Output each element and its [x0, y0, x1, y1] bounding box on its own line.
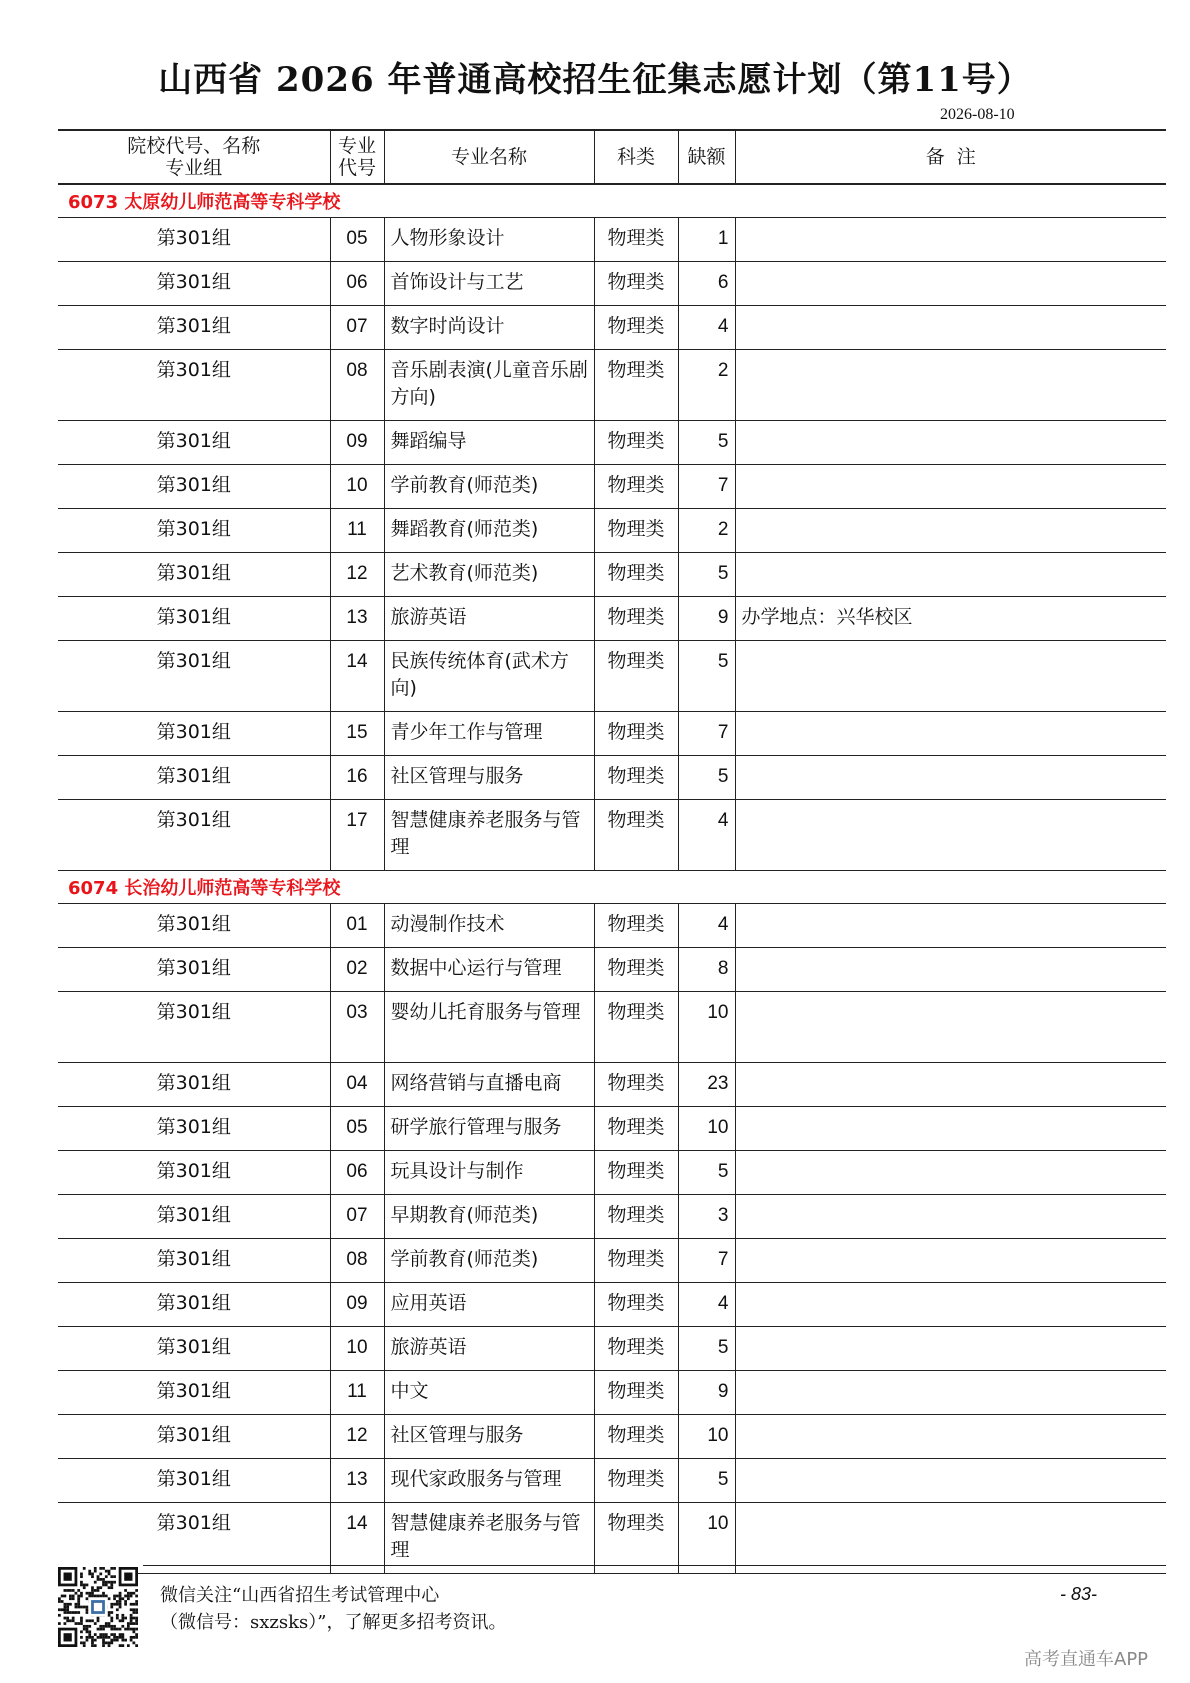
major-name-cell: 动漫制作技术	[384, 904, 594, 948]
remark-cell	[735, 1327, 1166, 1371]
quota-cell: 5	[678, 1327, 735, 1371]
major-code-cell: 10	[330, 465, 384, 509]
remark-cell	[735, 904, 1166, 948]
category-cell: 物理类	[594, 262, 678, 306]
table-row	[58, 465, 1166, 509]
remark-cell	[735, 218, 1166, 262]
remark-cell	[735, 350, 1166, 421]
group-cell: 第301组	[58, 904, 330, 948]
group-cell: 第301组	[58, 1459, 330, 1503]
publish-date: 2026-08-10	[940, 106, 1015, 123]
table-row	[58, 1151, 1166, 1195]
table-row	[58, 1107, 1166, 1151]
remark-cell	[735, 641, 1166, 712]
major-code-cell: 11	[330, 509, 384, 553]
category-cell: 物理类	[594, 1107, 678, 1151]
major-name-cell: 人物形象设计	[384, 218, 594, 262]
table-row	[58, 1503, 1166, 1574]
group-cell: 第301组	[58, 306, 330, 350]
remark-cell	[735, 1063, 1166, 1107]
group-cell: 第301组	[58, 553, 330, 597]
group-cell: 第301组	[58, 1415, 330, 1459]
major-name-cell: 青少年工作与管理	[384, 712, 594, 756]
remark-cell	[735, 509, 1166, 553]
table-row	[58, 218, 1166, 262]
remark-cell	[735, 421, 1166, 465]
remark-cell	[735, 948, 1166, 992]
major-code-cell: 13	[330, 597, 384, 641]
major-name-cell: 首饰设计与工艺	[384, 262, 594, 306]
category-cell: 物理类	[594, 1371, 678, 1415]
quota-cell: 10	[678, 992, 735, 1063]
major-name-cell: 舞蹈教育(师范类)	[384, 509, 594, 553]
remark-cell	[735, 800, 1166, 871]
header-major-code: 专业 代号	[330, 130, 384, 184]
group-cell: 第301组	[58, 992, 330, 1063]
watermark: 高考直通车APP	[1024, 1649, 1149, 1670]
major-code-cell: 13	[330, 1459, 384, 1503]
table-row	[58, 306, 1166, 350]
major-name-cell: 音乐剧表演(儿童音乐剧方向)	[384, 350, 594, 421]
major-code-cell: 10	[330, 1327, 384, 1371]
table-row	[58, 1327, 1166, 1371]
major-code-cell: 08	[330, 350, 384, 421]
quota-cell: 23	[678, 1063, 735, 1107]
quota-cell: 8	[678, 948, 735, 992]
major-name-cell: 婴幼儿托育服务与管理	[384, 992, 594, 1063]
table-row	[58, 421, 1166, 465]
quota-cell: 10	[678, 1107, 735, 1151]
group-cell: 第301组	[58, 350, 330, 421]
quota-cell: 5	[678, 641, 735, 712]
major-name-cell: 中文	[384, 1371, 594, 1415]
table-row	[58, 641, 1166, 712]
qr-code-icon	[58, 1567, 138, 1647]
group-cell: 第301组	[58, 800, 330, 871]
quota-cell: 4	[678, 306, 735, 350]
major-name-cell: 研学旅行管理与服务	[384, 1107, 594, 1151]
remark-cell	[735, 1151, 1166, 1195]
quota-cell: 2	[678, 350, 735, 421]
major-code-cell: 08	[330, 1239, 384, 1283]
category-cell: 物理类	[594, 948, 678, 992]
major-name-cell: 学前教育(师范类)	[384, 1239, 594, 1283]
table-row	[58, 262, 1166, 306]
major-code-cell: 06	[330, 262, 384, 306]
group-cell: 第301组	[58, 641, 330, 712]
major-code-cell: 07	[330, 306, 384, 350]
table-row	[58, 1459, 1166, 1503]
quota-cell: 5	[678, 756, 735, 800]
category-cell: 物理类	[594, 992, 678, 1063]
major-name-cell: 旅游英语	[384, 597, 594, 641]
school-row	[58, 871, 1166, 904]
category-cell: 物理类	[594, 756, 678, 800]
remark-cell	[735, 992, 1166, 1063]
major-code-cell: 02	[330, 948, 384, 992]
header-remarks: 备 注	[735, 130, 1166, 184]
major-code-cell: 05	[330, 218, 384, 262]
enrollment-plan-table	[58, 129, 1166, 1574]
group-cell: 第301组	[58, 1151, 330, 1195]
quota-cell: 5	[678, 1459, 735, 1503]
group-cell: 第301组	[58, 948, 330, 992]
major-code-cell: 06	[330, 1151, 384, 1195]
group-cell: 第301组	[58, 1371, 330, 1415]
group-cell: 第301组	[58, 509, 330, 553]
category-cell: 物理类	[594, 641, 678, 712]
group-cell: 第301组	[58, 1327, 330, 1371]
group-cell: 第301组	[58, 1239, 330, 1283]
group-cell: 第301组	[58, 218, 330, 262]
category-cell: 物理类	[594, 904, 678, 948]
table-row	[58, 1239, 1166, 1283]
major-name-cell: 现代家政服务与管理	[384, 1459, 594, 1503]
major-name-cell: 智慧健康养老服务与管理	[384, 800, 594, 871]
major-code-cell: 07	[330, 1195, 384, 1239]
group-cell: 第301组	[58, 421, 330, 465]
remark-cell	[735, 1415, 1166, 1459]
table-row	[58, 948, 1166, 992]
table-row	[58, 597, 1166, 641]
major-code-cell: 14	[330, 1503, 384, 1574]
page-number: - 83-	[1060, 1584, 1098, 1604]
remark-cell	[735, 306, 1166, 350]
major-code-cell: 04	[330, 1063, 384, 1107]
group-cell: 第301组	[58, 712, 330, 756]
table-row	[58, 1415, 1166, 1459]
remark-cell	[735, 553, 1166, 597]
footer-divider	[143, 1565, 1166, 1566]
quota-cell: 4	[678, 904, 735, 948]
remark-cell	[735, 1239, 1166, 1283]
header-school-group: 院校代号、名称 专业组	[58, 130, 330, 184]
category-cell: 物理类	[594, 306, 678, 350]
footer-line-1: 微信关注“山西省招生考试管理中心	[160, 1585, 440, 1606]
quota-cell: 10	[678, 1503, 735, 1574]
table-row	[58, 1283, 1166, 1327]
table-row	[58, 904, 1166, 948]
major-name-cell: 社区管理与服务	[384, 1415, 594, 1459]
major-code-cell: 03	[330, 992, 384, 1063]
group-cell: 第301组	[58, 465, 330, 509]
header-category: 科类	[594, 130, 678, 184]
quota-cell: 3	[678, 1195, 735, 1239]
quota-cell: 6	[678, 262, 735, 306]
header-quota: 缺额	[678, 130, 735, 184]
header-major-name: 专业名称	[384, 130, 594, 184]
quota-cell: 7	[678, 712, 735, 756]
group-cell: 第301组	[58, 262, 330, 306]
major-code-cell: 15	[330, 712, 384, 756]
remark-cell: 办学地点：兴华校区	[735, 597, 1166, 641]
page-title: 山西省 2026 年普通高校招生征集志愿计划（第11号）	[158, 60, 1032, 100]
major-name-cell: 玩具设计与制作	[384, 1151, 594, 1195]
table-row	[58, 350, 1166, 421]
school-row	[58, 184, 1166, 218]
category-cell: 物理类	[594, 218, 678, 262]
group-cell: 第301组	[58, 1195, 330, 1239]
quota-cell: 2	[678, 509, 735, 553]
group-cell: 第301组	[58, 1503, 330, 1574]
major-name-cell: 应用英语	[384, 1283, 594, 1327]
category-cell: 物理类	[594, 1195, 678, 1239]
major-name-cell: 民族传统体育(武术方向)	[384, 641, 594, 712]
remark-cell	[735, 1283, 1166, 1327]
remark-cell	[735, 1195, 1166, 1239]
category-cell: 物理类	[594, 1459, 678, 1503]
table-row	[58, 1195, 1166, 1239]
major-code-cell: 01	[330, 904, 384, 948]
major-code-cell: 09	[330, 421, 384, 465]
major-code-cell: 09	[330, 1283, 384, 1327]
group-cell: 第301组	[58, 1283, 330, 1327]
footer-line-2: （微信号：sxzsks）”，了解更多招考资讯。	[160, 1612, 507, 1633]
major-name-cell: 舞蹈编导	[384, 421, 594, 465]
group-cell: 第301组	[58, 1107, 330, 1151]
group-cell: 第301组	[58, 1063, 330, 1107]
major-code-cell: 05	[330, 1107, 384, 1151]
major-name-cell: 数字时尚设计	[384, 306, 594, 350]
major-code-cell: 16	[330, 756, 384, 800]
category-cell: 物理类	[594, 1283, 678, 1327]
category-cell: 物理类	[594, 712, 678, 756]
remark-cell	[735, 262, 1166, 306]
category-cell: 物理类	[594, 465, 678, 509]
quota-cell: 7	[678, 1239, 735, 1283]
table-row	[58, 756, 1166, 800]
quota-cell: 5	[678, 1151, 735, 1195]
remark-cell	[735, 1371, 1166, 1415]
quota-cell: 5	[678, 553, 735, 597]
major-name-cell: 社区管理与服务	[384, 756, 594, 800]
major-name-cell: 网络营销与直播电商	[384, 1063, 594, 1107]
table-header-row	[58, 130, 1166, 184]
category-cell: 物理类	[594, 350, 678, 421]
major-code-cell: 17	[330, 800, 384, 871]
quota-cell: 5	[678, 421, 735, 465]
table-row	[58, 992, 1166, 1063]
category-cell: 物理类	[594, 1063, 678, 1107]
quota-cell: 9	[678, 597, 735, 641]
major-code-cell: 11	[330, 1371, 384, 1415]
remark-cell	[735, 1503, 1166, 1574]
category-cell: 物理类	[594, 1503, 678, 1574]
category-cell: 物理类	[594, 1239, 678, 1283]
category-cell: 物理类	[594, 597, 678, 641]
footer-notice	[160, 1582, 506, 1636]
table-row	[58, 1063, 1166, 1107]
major-name-cell: 学前教育(师范类)	[384, 465, 594, 509]
school-name: 6073 太原幼儿师范高等专科学校	[58, 184, 1166, 218]
major-code-cell: 12	[330, 1415, 384, 1459]
table-row	[58, 509, 1166, 553]
category-cell: 物理类	[594, 800, 678, 871]
group-cell: 第301组	[58, 597, 330, 641]
category-cell: 物理类	[594, 1151, 678, 1195]
major-name-cell: 智慧健康养老服务与管理	[384, 1503, 594, 1574]
quota-cell: 4	[678, 1283, 735, 1327]
group-cell: 第301组	[58, 756, 330, 800]
category-cell: 物理类	[594, 1415, 678, 1459]
quota-cell: 4	[678, 800, 735, 871]
quota-cell: 7	[678, 465, 735, 509]
remark-cell	[735, 712, 1166, 756]
remark-cell	[735, 1459, 1166, 1503]
major-name-cell: 早期教育(师范类)	[384, 1195, 594, 1239]
category-cell: 物理类	[594, 421, 678, 465]
table-row	[58, 553, 1166, 597]
category-cell: 物理类	[594, 509, 678, 553]
remark-cell	[735, 465, 1166, 509]
school-name: 6074 长治幼儿师范高等专科学校	[58, 871, 1166, 904]
table-row	[58, 1371, 1166, 1415]
quota-cell: 9	[678, 1371, 735, 1415]
major-name-cell: 旅游英语	[384, 1327, 594, 1371]
major-name-cell: 艺术教育(师范类)	[384, 553, 594, 597]
major-code-cell: 14	[330, 641, 384, 712]
major-code-cell: 12	[330, 553, 384, 597]
table-row	[58, 800, 1166, 871]
remark-cell	[735, 1107, 1166, 1151]
category-cell: 物理类	[594, 1327, 678, 1371]
remark-cell	[735, 756, 1166, 800]
quota-cell: 1	[678, 218, 735, 262]
major-name-cell: 数据中心运行与管理	[384, 948, 594, 992]
category-cell: 物理类	[594, 553, 678, 597]
table-row	[58, 712, 1166, 756]
quota-cell: 10	[678, 1415, 735, 1459]
